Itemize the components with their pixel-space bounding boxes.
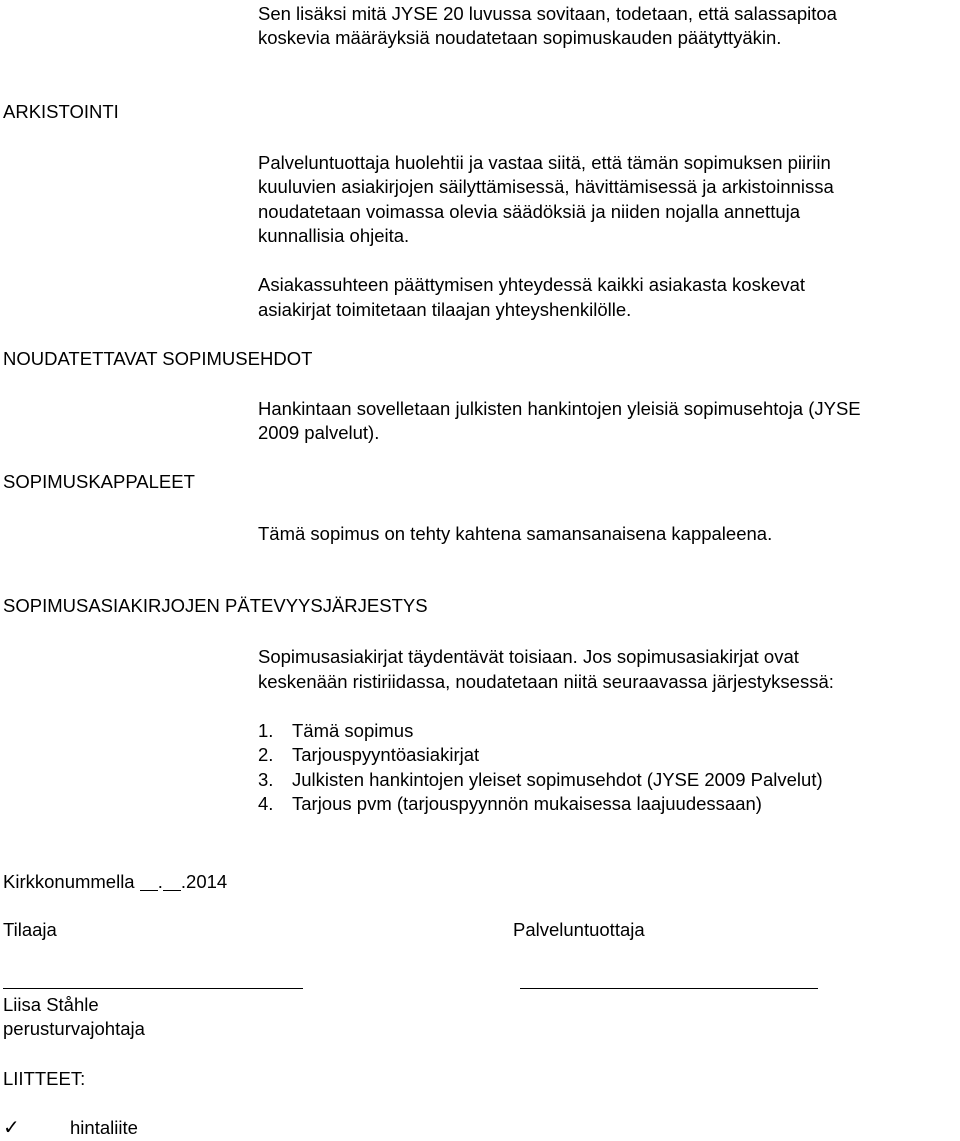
list-number: 3. xyxy=(258,769,274,790)
precedence-item-4 xyxy=(258,792,762,817)
archiving-p1-line-3: noudatetaan voimassa olevia säädöksiä ja niiden nojalla annettuja xyxy=(258,201,801,222)
list-number: 4. xyxy=(258,793,274,814)
archiving-p1-line-2: kuuluvien asiakirjojen säilyttämisessä, hävittämisessä ja arkistoinnissa xyxy=(258,176,834,197)
right-signature-line xyxy=(520,988,818,989)
year: .2014 xyxy=(180,871,228,892)
precedence-item-2 xyxy=(258,743,479,768)
heading-archiving: ARKISTOINTI xyxy=(3,101,119,122)
archiving-p1-line-4: kunnallisia ohjeita. xyxy=(258,225,410,246)
place-date-line xyxy=(3,870,227,895)
heading-precedence: SOPIMUSASIAKIRJOJEN PÄTEVYYSJÄRJESTYS xyxy=(3,595,428,616)
list-text: Tämä sopimus xyxy=(292,720,414,741)
heading-terms: NOUDATETTAVAT SOPIMUSEHDOT xyxy=(3,348,313,369)
day-blank xyxy=(140,872,158,891)
terms-line-1: Hankintaan sovelletaan julkisten hankintojen yleisiä sopimusehtoja (JYSE xyxy=(258,398,861,419)
intro-line-2: koskevia määräyksiä noudatetaan sopimuskauden päätyttyäkin. xyxy=(258,27,782,48)
copies-line-1: Tämä sopimus on tehty kahtena samansanaisena kappaleena. xyxy=(258,523,773,544)
left-signature-line xyxy=(3,988,303,989)
intro-line-1: Sen lisäksi mitä JYSE 20 luvussa sovitaan, todetaan, että salassapitoa xyxy=(258,3,837,24)
signer-title: perusturvajohtaja xyxy=(3,1018,145,1039)
signer-name: Liisa Ståhle xyxy=(3,994,99,1015)
precedence-line-2: keskenään ristiriidassa, noudatetaan niitä seuraavassa järjestyksessä: xyxy=(258,671,834,692)
archiving-p2-line-1: Asiakassuhteen päättymisen yhteydessä kaikki asiakasta koskevat xyxy=(258,274,806,295)
precedence-line-1: Sopimusasiakirjat täydentävät toisiaan. Jos sopimusasiakirjat ovat xyxy=(258,646,799,667)
attachments-heading: LIITTEET: xyxy=(3,1068,86,1089)
archiving-p2-line-2: asiakirjat toimitetaan tilaajan yhteyshenkilölle. xyxy=(258,299,632,320)
right-party-label: Palveluntuottaja xyxy=(513,919,645,940)
archiving-p1-line-1: Palveluntuottaja huolehtii ja vastaa siitä, että tämän sopimuksen piiriin xyxy=(258,152,831,173)
month-blank xyxy=(163,872,181,891)
place: Kirkkonummella xyxy=(3,871,135,892)
left-party-label: Tilaaja xyxy=(3,919,57,940)
attachment-label: hintaliite xyxy=(70,1117,138,1138)
precedence-item-1 xyxy=(258,719,413,744)
list-text: Tarjous pvm (tarjouspyynnön mukaisessa laajuudessaan) xyxy=(292,793,762,814)
checkmark-icon: ✓ xyxy=(3,1117,20,1139)
terms-line-2: 2009 palvelut). xyxy=(258,422,380,443)
heading-copies: SOPIMUSKAPPALEET xyxy=(3,471,195,492)
date-separator: . xyxy=(157,871,163,892)
list-text: Tarjouspyyntöasiakirjat xyxy=(292,744,480,765)
list-number: 1. xyxy=(258,720,274,741)
list-number: 2. xyxy=(258,744,274,765)
list-text: Julkisten hankintojen yleiset sopimusehdot (JYSE 2009 Palvelut) xyxy=(292,769,823,790)
precedence-item-3 xyxy=(258,768,823,793)
